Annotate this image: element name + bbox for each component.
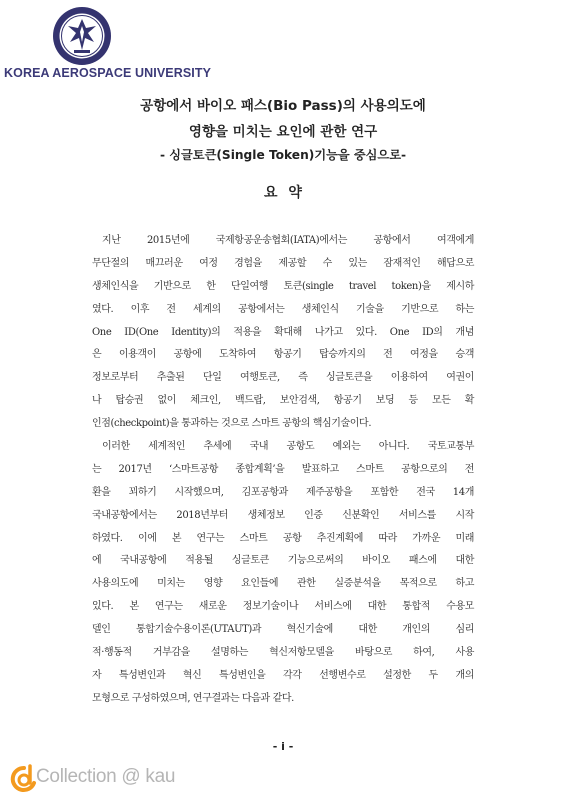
thesis-subtitle: - 싱글토큰(Single Token)기능을 중심으로-	[159, 148, 407, 162]
abstract-line: 사용의도에 미치는 영향 요인들에 관한 실증분석을 목적으로 하고	[92, 578, 474, 590]
university-name: KOREA AEROSPACE UNIVERSITY	[4, 66, 212, 80]
abstract-line: 있다. 본 연구는 새로운 정보기술이나 서비스에 대한 통합적 수용모	[92, 601, 474, 613]
abstract-line: 델인 통합기술수용이론(UTAUT)과 혁신기술에 대한 개인의 심리	[92, 624, 474, 636]
abstract-line: 이러한 세계적인 추세에 국내 공항도 예외는 아니다. 국토교통부	[102, 441, 474, 453]
abstract-line: 하였다. 이에 본 연구는 스마트 공항 추진계획에 따라 가까운 미래	[92, 532, 474, 544]
dcollection-watermark	[10, 763, 210, 793]
abstract-line: 지난 2015년에 국제항공운송협회(IATA)에서는 공항에서 여객에게	[102, 235, 474, 246]
abstract-line: 나 탑승권 없이 체크인, 백드랍, 보안검색, 항공기 보딩 등 모든 확	[92, 395, 474, 407]
abstract-line: One ID(One Identity)의 적용을 확대해 나가고 있다. One ID의 개념	[92, 326, 474, 338]
abstract-line: 생체인식을 기반으로 한 단일여행 토큰(single travel token)을 제시하	[92, 280, 474, 292]
abstract-line: 환을 꾀하기 시작했으며, 김포공항과 제주공항을 포함한 전국 14개	[92, 486, 474, 498]
abstract-line: 인점(checkpoint)을 통과하는 것으로 스마트 공항의 핵심기술이다.	[92, 418, 372, 430]
abstract-line: 였다. 이후 전 세계의 공항에서는 생체인식 기술을 기반으로 하는	[92, 303, 474, 315]
abstract-line: 정보로부터 추출된 단일 여행토큰, 즉 싱글토큰을 이용하여 여권이	[92, 372, 474, 384]
abstract-line: 자 특성변인과 혁신 특성변인을 각각 선행변수로 설정한 두 개의	[92, 669, 474, 681]
university-seal-icon	[52, 6, 112, 66]
abstract-heading: 요 약	[264, 185, 302, 201]
dcollection-brand-text: Collection @ kau	[36, 766, 176, 787]
thesis-title-line-1: 공항에서 바이오 패스(Bio Pass)의 사용의도에	[140, 98, 426, 114]
page-number: - i -	[272, 740, 294, 753]
abstract-line: 국내공항에서는 2018년부터 생체정보 인증 신분확인 서비스를 시작	[92, 509, 474, 521]
university-logo	[0, 0, 212, 86]
abstract-body	[92, 230, 474, 711]
abstract-line: 는 2017년 ‘스마트공항 종합계획’을 발표하고 스마트 공항으로의 전	[92, 463, 474, 475]
abstract-line: 무단절의 매끄러운 여정 경험을 제공할 수 있는 잠재적인 해답으로	[92, 257, 474, 269]
abstract-line: 에 국내공항에 적용될 싱글토큰 기능으로써의 바이오 패스에 대한	[92, 555, 474, 567]
abstract-line: 모형으로 구성하였으며, 연구결과는 다음과 같다.	[92, 692, 294, 704]
thesis-title-line-2: 영향을 미치는 요인에 관한 연구	[188, 124, 378, 140]
abstract-line: 은 이용객이 공항에 도착하여 항공기 탑승까지의 전 여정을 승객	[92, 349, 474, 361]
abstract-line: 적·행동적 거부감을 설명하는 혁신저항모델을 바탕으로 하여, 사용	[92, 647, 474, 659]
